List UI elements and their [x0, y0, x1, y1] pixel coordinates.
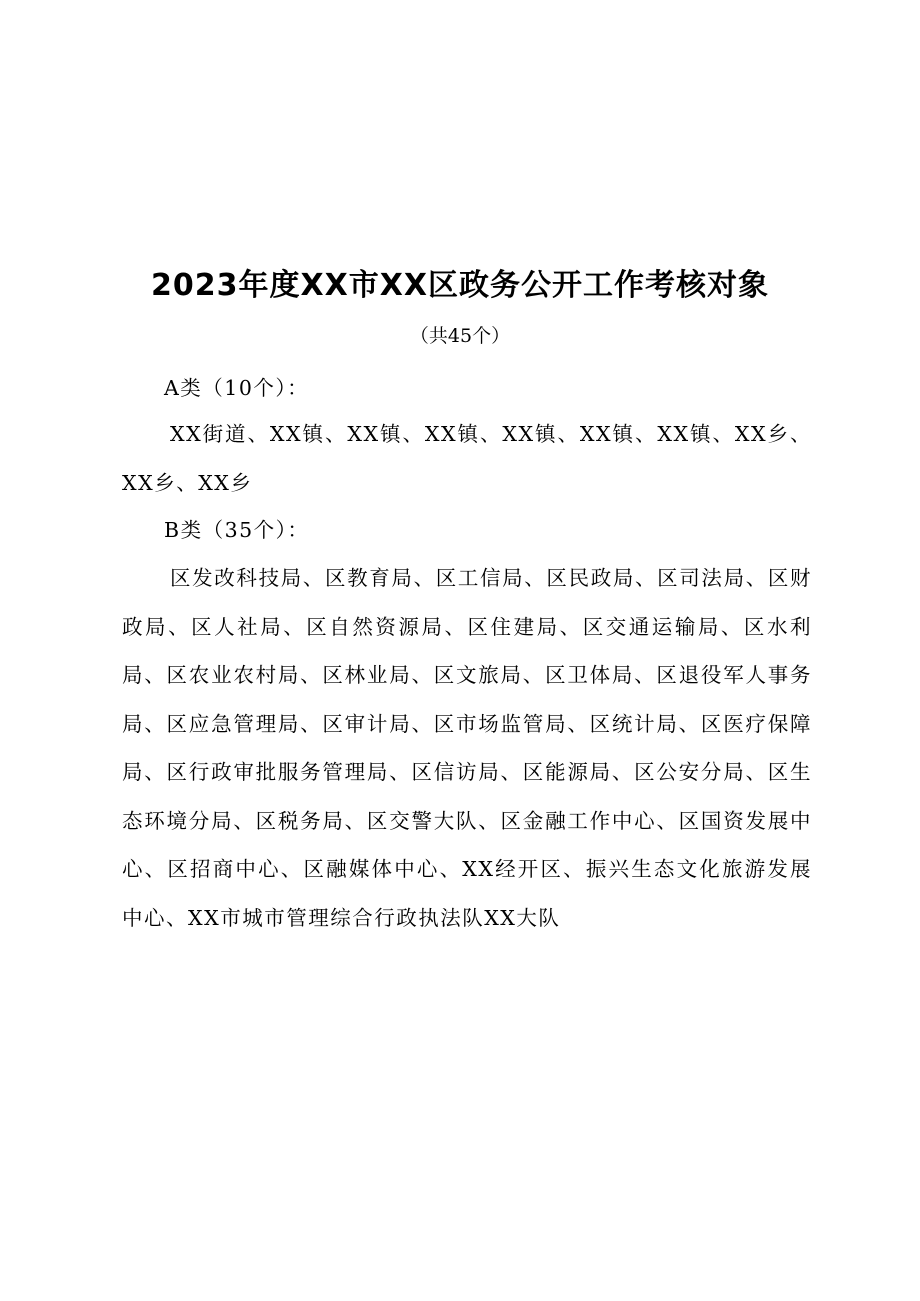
category-a-list: XX街道、XX镇、XX镇、XX镇、XX镇、XX镇、XX镇、XX乡、XX乡、XX乡 — [122, 422, 812, 495]
category-b-heading: B类（35个）： — [164, 518, 310, 542]
document-title: 2023年度XX市XX区政务公开工作考核对象 — [150, 268, 769, 303]
document-subtitle: （共45个） — [409, 325, 511, 347]
category-a-heading: A类（10个）： — [164, 376, 310, 400]
category-b-list: 区发改科技局、区教育局、区工信局、区民政局、区司法局、区财政局、区人社局、区自然资源局、区住建局、区交通运输局、区水利局、区农业农村局、区林业局、区文旅局、区卫体局、区退役军人事务局、区应急管理局、区审计局、区市场监管局、区统计局、区医疗保障局、区行政审批服务管理局、区信访局、区能源局、区公安分局、区生态环境分局、区税务局、区交警大队、区金融工作中心、区国资发展中心、区招商中心、区融媒体中心、XX经开区、振兴生态文化旅游发展中心、XX市城市管理综合行政执法队XX大队 — [122, 566, 812, 930]
